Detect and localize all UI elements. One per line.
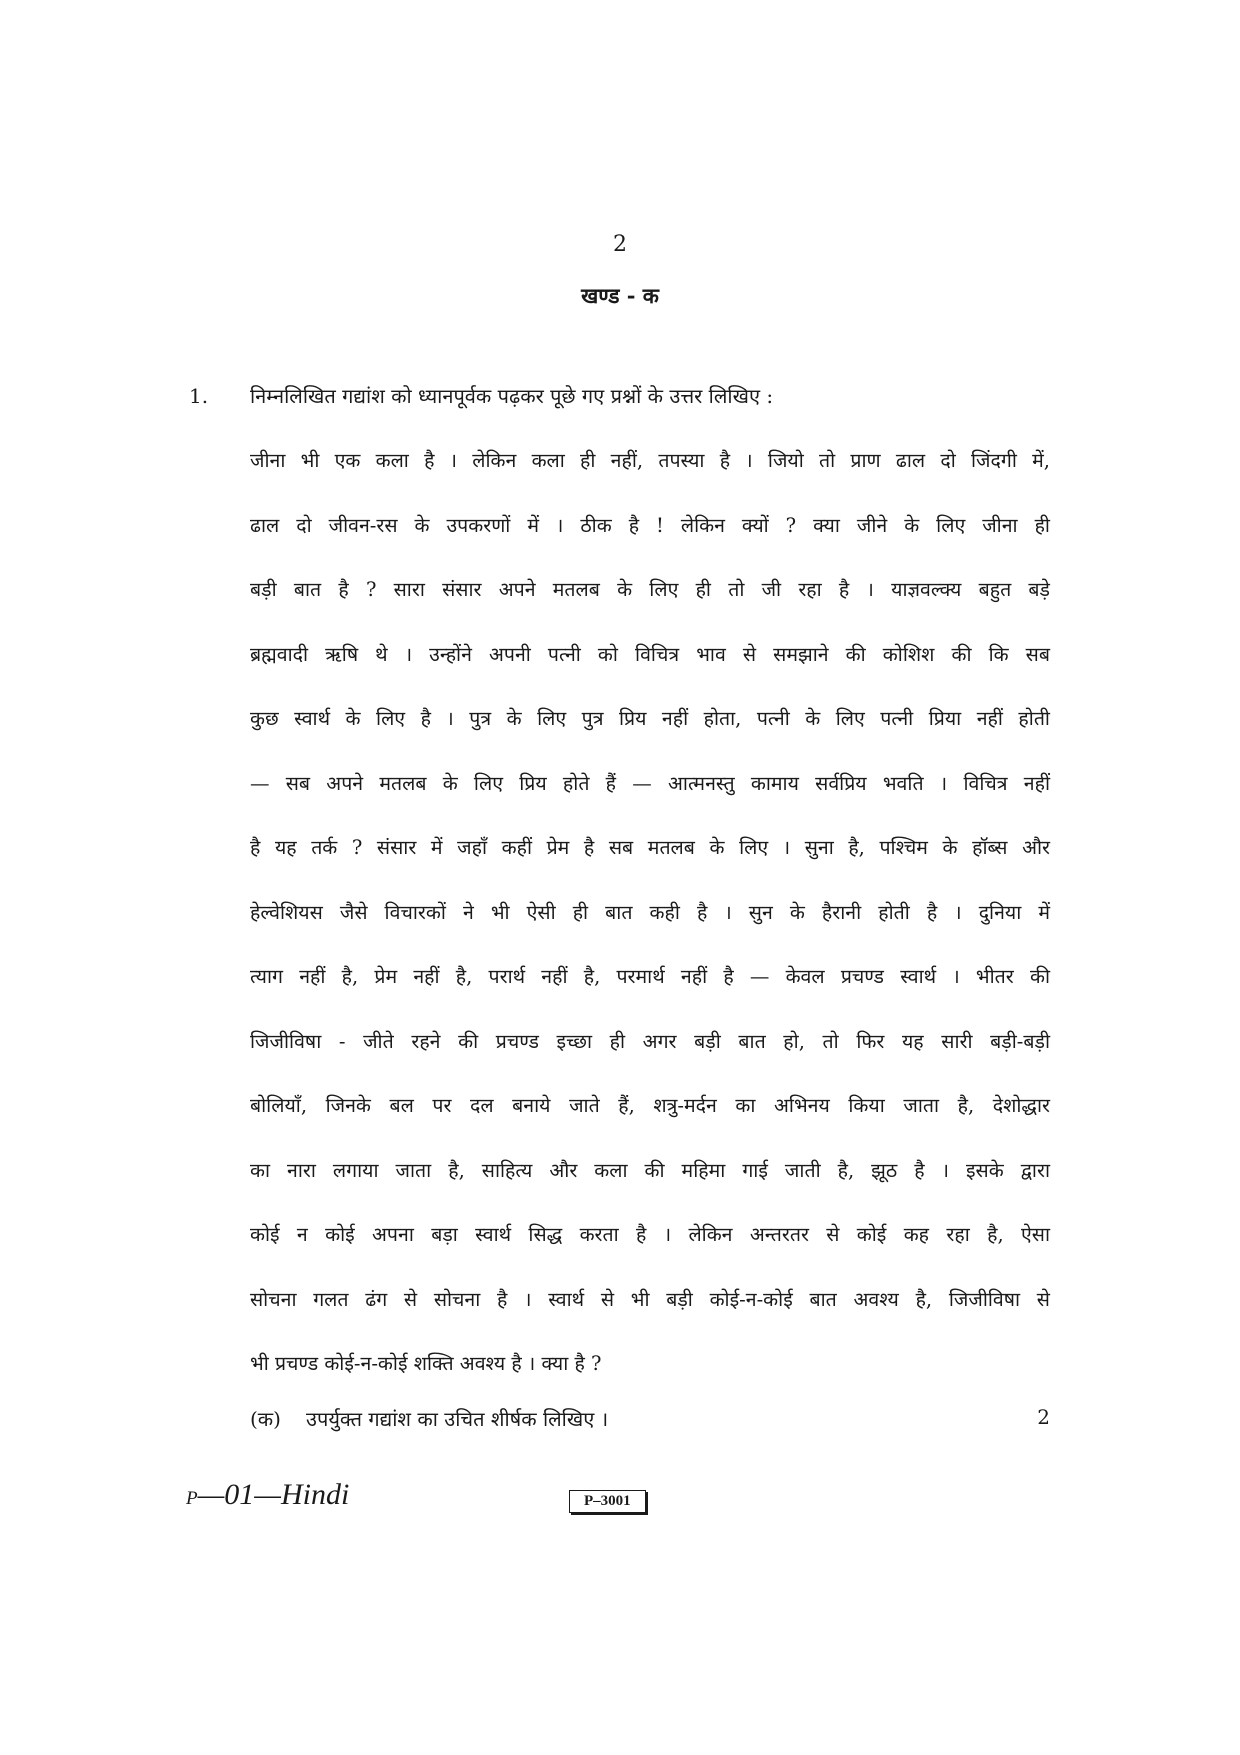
passage-line: बोलियाँ, जिनके बल पर दल बनाये जाते हैं, शत्रु-मर्दन का अभिनय किया जाता है, देशोद्धार [250, 1094, 1050, 1117]
sub-question-text: उपर्युक्त गद्यांश का उचित शीर्षक लिखिए । [306, 1407, 609, 1431]
passage-line: हेल्वेशियस जैसे विचारकों ने भी ऐसी ही बात कही है । सुन के हैरानी होती है । दुनिया में [250, 900, 1050, 924]
question-number: 1. [189, 384, 209, 408]
passage-line: ढाल दो जीवन-रस के उपकरणों में । ठीक है ! लेकिन क्यों ? क्या जीने के लिए जीना ही [250, 513, 1050, 537]
paper-code-box: P–3001 [569, 1490, 646, 1513]
passage-line: है यह तर्क ? संसार में जहाँ कहीं प्रेम है सब मतलब के लिए । सुना है, पश्चिम के हॉब्स और [250, 836, 1050, 859]
passage-line: बड़ी बात है ? सारा संसार अपने मतलब के लिए ही तो जी रहा है । याज्ञवल्क्य बहुत बड़े [250, 578, 1050, 601]
subject-code-prefix: P [186, 1488, 198, 1509]
passage-line: ब्रह्मवादी ऋषि थे । उन्होंने अपनी पत्नी को विचित्र भाव से समझाने की कोशिश की कि सब [250, 642, 1050, 666]
passage-line: जीना भी एक कला है । लेकिन कला ही नहीं, तपस्या है । जियो तो प्राण ढाल दो जिंदगी में, [250, 449, 1050, 472]
passage-line: भी प्रचण्ड कोई-न-कोई शक्ति अवश्य है । क्या है ? [250, 1352, 602, 1375]
passage-line: कोई न कोई अपना बड़ा स्वार्थ सिद्ध करता है । लेकिन अन्तरतर से कोई कह रहा है, ऐसा [250, 1223, 1050, 1246]
subject-code-rest: —01—Hindi [197, 1478, 350, 1511]
sub-question-label: (क) [250, 1407, 281, 1431]
subject-code [186, 1478, 349, 1512]
section-title: खण्ड - क [581, 283, 659, 308]
page-number: 2 [613, 232, 627, 257]
passage-line: सोचना गलत ढंग से सोचना है । स्वार्थ से भी बड़ी कोई-न-कोई बात अवश्य है, जिजीविषा से [250, 1287, 1050, 1311]
passage-line: जिजीविषा - जीते रहने की प्रचण्ड इच्छा ही अगर बड़ी बात हो, तो फिर यह सारी बड़ी-बड़ी [250, 1029, 1050, 1053]
passage-line: त्याग नहीं है, प्रेम नहीं है, परार्थ नहीं है, परमार्थ नहीं है — केवल प्रचण्ड स्वार्थ । भीतर की [250, 965, 1050, 988]
passage-line: का नारा लगाया जाता है, साहित्य और कला की महिमा गाई जाती है, झूठ है । इसके द्वारा [250, 1158, 1050, 1182]
sub-question [250, 1405, 1050, 1432]
passage [250, 429, 1050, 1397]
question-instruction: निम्नलिखित गद्यांश को ध्यानपूर्वक पढ़कर पूछे गए प्रश्नों के उत्तर लिखिए : [250, 384, 774, 408]
passage-line: — सब अपने मतलब के लिए प्रिय होते हैं — आत्मनस्तु कामाय सर्वप्रिय भवति । विचित्र नहीं [250, 771, 1050, 795]
sub-question-marks: 2 [1037, 1405, 1050, 1429]
passage-line: कुछ स्वार्थ के लिए है । पुत्र के लिए पुत्र प्रिय नहीं होता, पत्नी के लिए पत्नी प्रिया नहीं होती [250, 707, 1050, 730]
